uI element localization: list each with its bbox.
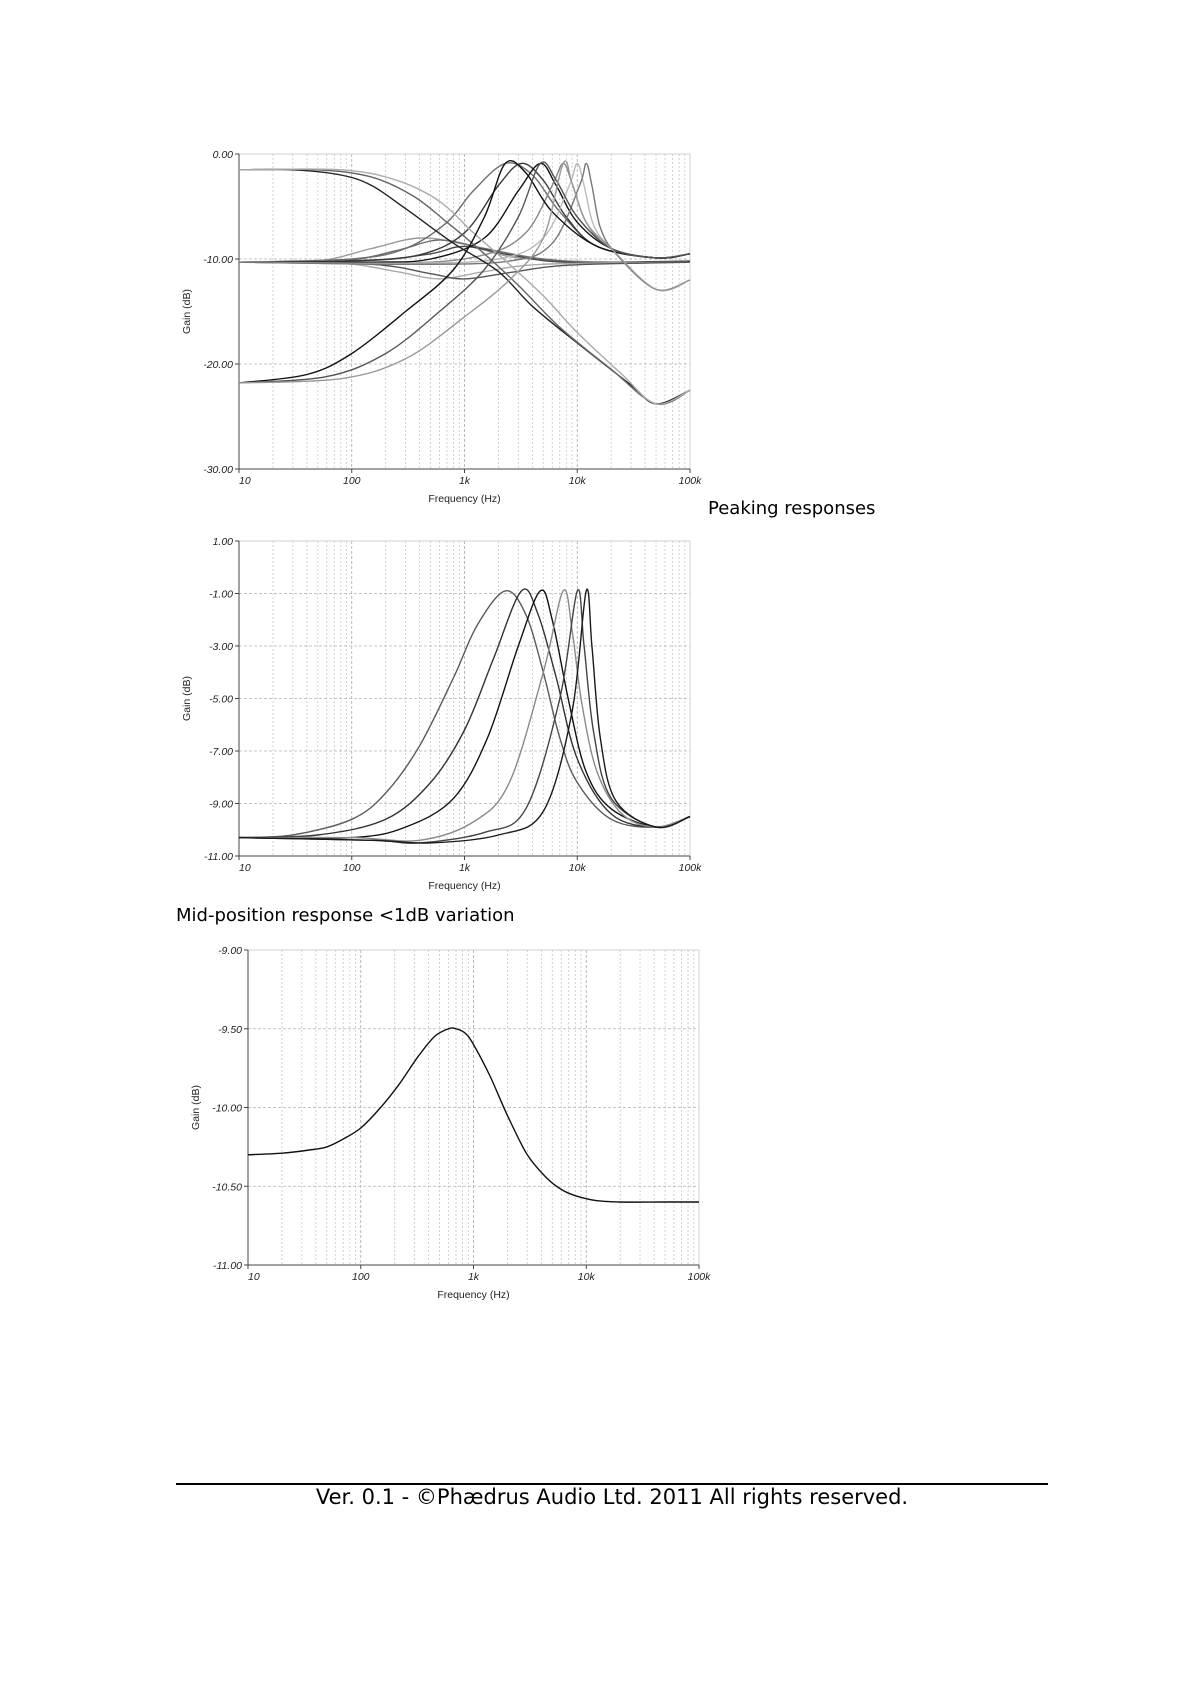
- series-line: [239, 589, 690, 838]
- series-line: [239, 590, 690, 838]
- x-tick-label: 10: [239, 475, 251, 487]
- y-tick-label: -1.00: [209, 588, 233, 601]
- series-line: [239, 162, 690, 383]
- plot-frame: [239, 541, 690, 856]
- y-tick-label: -9.00: [209, 798, 233, 811]
- x-tick-label: 10k: [577, 1271, 595, 1283]
- x-tick-label: 1k: [458, 862, 471, 874]
- series-line: [239, 163, 690, 262]
- y-tick-label: -9.00: [218, 945, 242, 957]
- y-tick-label: -20.00: [203, 359, 233, 371]
- y-tick-label: -3.00: [209, 641, 233, 653]
- series-line: [239, 163, 690, 262]
- series-line: [239, 161, 690, 383]
- series-line: [239, 590, 690, 841]
- series-line: [239, 163, 690, 290]
- peaking-responses-caption: Peaking responses: [708, 498, 876, 519]
- x-tick-label: 100: [351, 1271, 370, 1283]
- footer-copyright: Ver. 0.1 - ©Phædrus Audio Ltd. 2011 All rights reserved.: [315, 1485, 909, 1509]
- x-axis-label: Frequency (Hz): [428, 493, 501, 505]
- series-line: [239, 262, 690, 279]
- series-line: [239, 163, 690, 290]
- mid-position-caption: Mid-position response <1dB variation: [176, 905, 515, 926]
- series-line: [239, 591, 690, 838]
- y-tick-label: -7.00: [209, 746, 233, 758]
- y-tick-label: -9.50: [218, 1023, 242, 1036]
- x-tick-label: 1k: [467, 1271, 480, 1283]
- y-tick-label: -10.50: [212, 1181, 242, 1194]
- plot-frame: [248, 950, 699, 1265]
- series-line: [239, 169, 690, 404]
- x-tick-label: 10k: [568, 475, 586, 487]
- y-tick-label: 0.00: [212, 149, 233, 161]
- y-axis-label: Gain (dB): [181, 289, 193, 334]
- grid: [248, 950, 699, 1265]
- grid: [239, 541, 690, 856]
- x-axis-label: Frequency (Hz): [428, 880, 501, 892]
- x-tick-label: 100k: [678, 862, 702, 874]
- x-tick-label: 10: [248, 1271, 260, 1283]
- x-tick-label: 10: [239, 862, 251, 874]
- series-line: [248, 1028, 699, 1202]
- series-line: [239, 262, 690, 279]
- series-line: [239, 246, 690, 262]
- series-line: [239, 238, 690, 263]
- y-tick-label: -30.00: [203, 464, 233, 476]
- series-line: [239, 169, 690, 404]
- y-tick-label: -11.00: [213, 1260, 242, 1272]
- x-tick-label: 10k: [568, 862, 586, 874]
- x-tick-label: 100: [342, 475, 361, 487]
- series-line: [239, 589, 690, 843]
- x-axis-label: Frequency (Hz): [437, 1289, 510, 1301]
- y-tick-label: -11.00: [204, 851, 233, 863]
- y-tick-label: -10.00: [212, 1102, 242, 1115]
- series-line: [239, 590, 690, 844]
- x-tick-label: 1k: [458, 475, 471, 487]
- grid: [239, 154, 690, 469]
- series-line: [239, 163, 690, 263]
- y-tick-label: -5.00: [209, 693, 233, 706]
- x-tick-label: 100: [342, 862, 361, 874]
- series-line: [239, 161, 690, 383]
- series-line: [239, 163, 690, 262]
- y-axis-label: Gain (dB): [181, 676, 193, 721]
- series-line: [239, 240, 690, 263]
- series-line: [239, 169, 690, 404]
- y-tick-label: -10.00: [203, 254, 233, 266]
- x-tick-label: 100k: [678, 475, 702, 487]
- plot-frame: [239, 154, 690, 469]
- y-tick-label: 1.00: [212, 536, 233, 548]
- y-axis-label: Gain (dB): [190, 1085, 202, 1130]
- x-tick-label: 100k: [687, 1271, 711, 1283]
